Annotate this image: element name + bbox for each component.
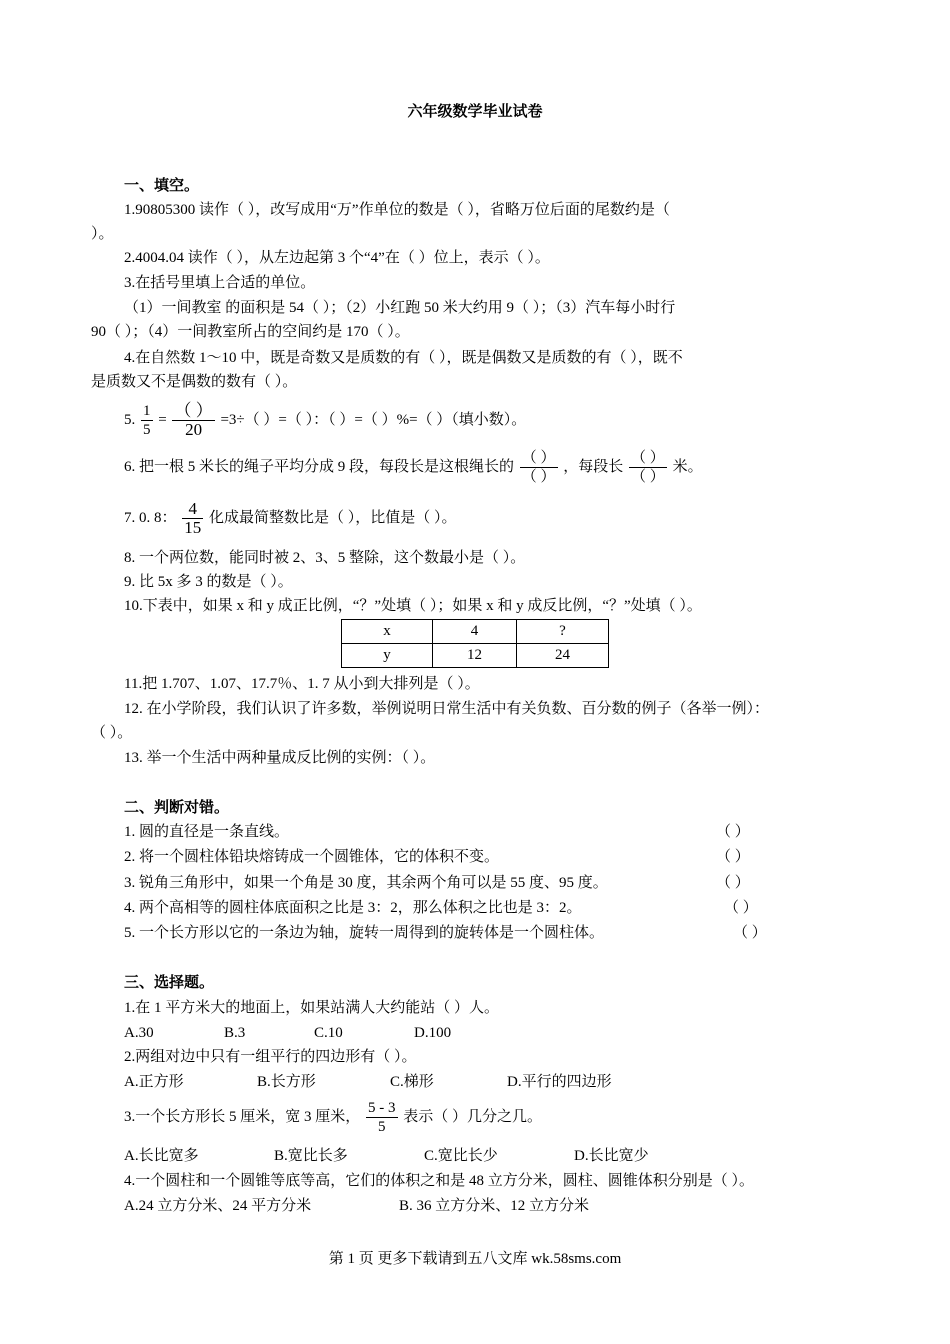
question-1-line-1: 1.90805300 读作（ ），改写成用“万”作单位的数是（ ），省略万位后面的尾数约是（ bbox=[124, 202, 670, 218]
question-3-line-2: 90（ ）；（4）一间教室所占的空间约是 170（ ）。 bbox=[91, 324, 410, 340]
judge-answer-bracket: （ ） bbox=[716, 875, 750, 891]
table-cell: 12 bbox=[433, 644, 517, 668]
judge-answer-bracket: （ ） bbox=[733, 925, 767, 941]
choice-option: B.宽比长多 bbox=[274, 1148, 348, 1164]
fraction-denominator: 15 bbox=[184, 518, 202, 538]
table-cell: y bbox=[342, 644, 433, 668]
fraction-one-fifth bbox=[141, 402, 153, 439]
fraction-five-minus-three-over-five bbox=[366, 1099, 398, 1136]
question-8: 8. 一个两位数，能同时被 2、3、5 整除，这个数最小是（ ）。 bbox=[124, 550, 526, 566]
page-footer: 第 1 页 更多下载请到五八文库 wk.58sms.com bbox=[328, 1251, 622, 1267]
judge-item-1: 1. 圆的直径是一条直线。 bbox=[124, 824, 290, 840]
choice-question-3-rest: 表示（ ）几分之几。 bbox=[403, 1109, 543, 1125]
choice-option: A.24 立方分米、24 平方分米 bbox=[124, 1198, 312, 1214]
question-2: 2.4004.04 读作（ ），从左边起第 3 个“4”在（ ）位上，表示（ ）。 bbox=[124, 250, 550, 266]
question-5-rest: =3÷（ ）=（ ）：（ ）=（ ）%=（ ）（填小数）。 bbox=[220, 412, 527, 428]
judge-item-4: 4. 两个高相等的圆柱体底面积之比是 3：2，那么体积之比也是 3：2。 bbox=[124, 900, 582, 916]
judge-item-2: 2. 将一个圆柱体铅块熔铸成一个圆锥体，它的体积不变。 bbox=[124, 849, 500, 865]
choice-question-2: 2.两组对边中只有一组平行的四边形有（ ）。 bbox=[124, 1049, 417, 1065]
choice-option: D.长比宽少 bbox=[574, 1148, 649, 1164]
fraction-numerator: （ ） bbox=[174, 401, 213, 421]
choice-option: D.100 bbox=[414, 1025, 452, 1041]
table-cell: 24 bbox=[517, 644, 609, 668]
judge-item-5: 5. 一个长方形以它的一条边为轴，旋转一周得到的旋转体是一个圆柱体。 bbox=[124, 925, 605, 941]
judge-item-3: 3. 锐角三角形中，如果一个角是 30 度，其余两个角可以是 55 度、95 度。 bbox=[124, 875, 608, 891]
table-cell: 4 bbox=[433, 620, 517, 644]
question-6-mid: ，每段长 bbox=[563, 459, 624, 475]
choice-option: C.10 bbox=[314, 1025, 343, 1041]
equals-sign: = bbox=[158, 412, 167, 428]
choice-option: B. 36 立方分米、12 立方分米 bbox=[399, 1198, 590, 1214]
fraction-denominator: 20 bbox=[185, 420, 203, 440]
question-7 bbox=[124, 498, 457, 538]
table-cell: ? bbox=[517, 620, 609, 644]
choice-option: A.30 bbox=[124, 1025, 154, 1041]
judge-answer-bracket: （ ） bbox=[716, 824, 750, 840]
fraction-four-fifteenths bbox=[182, 500, 203, 537]
fraction-denominator: （ ） bbox=[521, 469, 556, 486]
fraction-blank-over-20 bbox=[172, 402, 214, 439]
question-4-line-2: 是质数又不是偶数的数有（ ）。 bbox=[91, 374, 298, 390]
question-6-text: 6. 把一根 5 米长的绳子平均分成 9 段，每段长是这根绳长的 bbox=[124, 459, 515, 475]
section-2-heading: 二、判断对错。 bbox=[124, 800, 230, 816]
table-row bbox=[342, 644, 609, 668]
judge-answer-bracket: （ ） bbox=[724, 900, 758, 916]
question-3-line-1: （1）一间教室 的面积是 54（ ）；（2）小红跑 50 米大约用 9（ ）；（3）汽车每小时行 bbox=[124, 300, 676, 316]
choice-option: B.3 bbox=[224, 1025, 246, 1041]
choice-option: A.正方形 bbox=[124, 1074, 184, 1090]
choice-option: B.长方形 bbox=[257, 1074, 316, 1090]
choice-option: C.梯形 bbox=[390, 1074, 434, 1090]
question-6 bbox=[124, 448, 703, 486]
question-12-line-1: 12. 在小学阶段，我们认识了许多数，举例说明日常生活中有关负数、百分数的例子（各举一例）： bbox=[124, 701, 770, 717]
choice-question-3 bbox=[124, 1097, 542, 1137]
fraction-denominator: 5 bbox=[143, 422, 151, 439]
fraction-numerator: 1 bbox=[143, 403, 151, 420]
question-7-rest: 化成最简整数比是（ ），比值是（ ）。 bbox=[209, 510, 457, 526]
fraction-blank-2 bbox=[629, 449, 667, 486]
fraction-numerator: 4 bbox=[182, 500, 203, 519]
choice-question-4: 4.一个圆柱和一个圆锥等底等高，它们的体积之和是 48 立方分米，圆柱、圆锥体积分别是（ ）。 bbox=[124, 1173, 755, 1189]
choice-option: A.长比宽多 bbox=[124, 1148, 199, 1164]
fraction-denominator: （ ） bbox=[631, 469, 665, 486]
fraction-blank bbox=[520, 449, 558, 486]
table-row bbox=[342, 620, 609, 644]
question-10: 10.下表中，如果 x 和 y 成正比例，“？”处填（ ）；如果 x 和 y 成反比例，“？”处填（ ）。 bbox=[124, 598, 702, 614]
question-1-line-2: ）。 bbox=[91, 226, 114, 242]
question-6-end: 米。 bbox=[672, 459, 703, 475]
table-cell: x bbox=[342, 620, 433, 644]
choice-question-1: 1.在 1 平方米大的地面上，如果站满人大约能站（ ）人。 bbox=[124, 1000, 500, 1016]
question-11: 11.把 1.707、1.07、17.7％、1. 7 从小到大排列是（ ）。 bbox=[124, 676, 480, 692]
choice-option: D.平行的四边形 bbox=[507, 1074, 612, 1090]
question-5-prefix: 5. bbox=[124, 412, 136, 428]
question-5 bbox=[124, 400, 526, 440]
section-1-heading: 一、填空。 bbox=[124, 178, 200, 194]
fraction-numerator: （ ） bbox=[521, 450, 556, 467]
judge-answer-bracket: （ ） bbox=[716, 849, 750, 865]
section-3-heading: 三、选择题。 bbox=[124, 975, 215, 991]
question-12-line-2: （ ）。 bbox=[91, 725, 133, 741]
choice-option: C.宽比长少 bbox=[424, 1148, 498, 1164]
choice-question-3-prefix: 3.一个长方形长 5 厘米，宽 3 厘米， bbox=[124, 1109, 361, 1125]
question-3: 3.在括号里填上合适的单位。 bbox=[124, 275, 316, 291]
question-4-line-1: 4.在自然数 1～10 中，既是奇数又是质数的有（ ），既是偶数又是质数的有（ ），既不 bbox=[124, 350, 683, 366]
proportion-table bbox=[341, 619, 609, 668]
fraction-numerator: 5 - 3 bbox=[368, 1100, 396, 1117]
fraction-denominator: 5 bbox=[378, 1119, 386, 1136]
fraction-numerator: （ ） bbox=[631, 450, 665, 467]
question-13: 13. 举一个生活中两种量成反比例的实例：（ ）。 bbox=[124, 750, 436, 766]
question-9: 9. 比 5x 多 3 的数是（ ）。 bbox=[124, 574, 293, 590]
question-7-prefix: 7. 0. 8： bbox=[124, 510, 177, 526]
page-title: 六年级数学毕业试卷 bbox=[407, 104, 543, 120]
